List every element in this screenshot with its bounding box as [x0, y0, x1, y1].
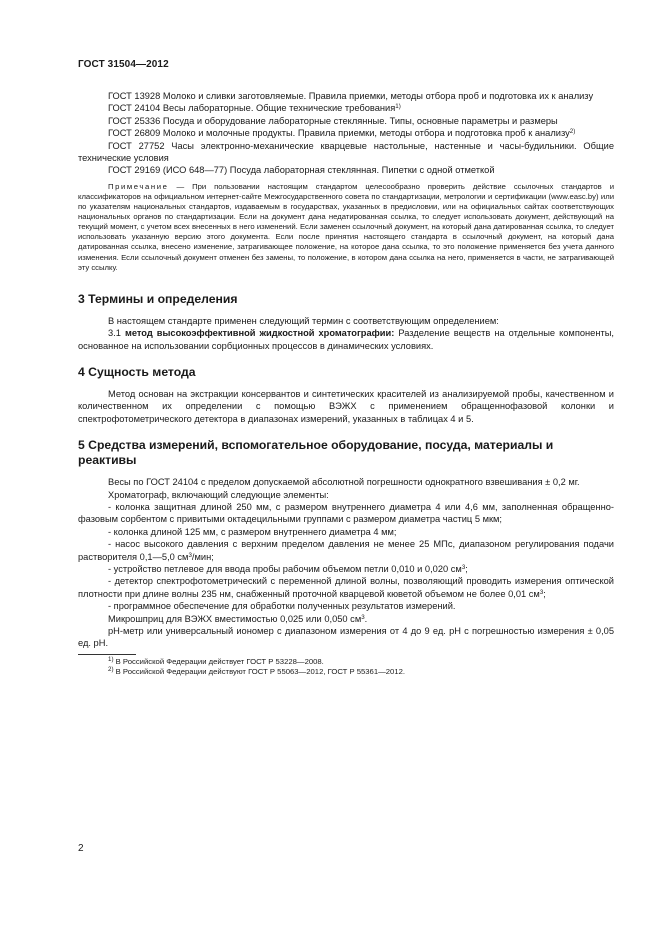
footnote: $^{2)}$ В Российской Федерации действуют ГОСТ Р 55063—2012, ГОСТ Р 55361—2012.: [108, 665, 406, 676]
footnote-separator: [78, 654, 136, 655]
term-name: метод высокоэффективной жидкостной хроматографии:: [124, 328, 395, 339]
paragraph: Метод основан на экстракции консервантов и синтетических красителей из анализируемой пробы, качественном и количественном их определении с помощью ВЭЖХ с применением обращеннофазовой колонки и спектрофотометрического детектора в диапазонах измерений, указанных в таблицах 4 и 5.: [78, 388, 614, 424]
section-heading: 3 Термины и определения: [78, 291, 238, 306]
normative-reference-item: ГОСТ 29169 (ИСО 648—77) Посуда лабораторная стеклянная. Пипетки с одной отметкой: [108, 165, 495, 176]
paragraph: Весы по ГОСТ 24104 с пределом допускаемой абсолютной погрешности однократного взвешивания ± 0,2 мг.: [108, 477, 580, 488]
list-item: - колонка защитная длиной 250 мм, с размером внутреннего диаметра 4 или 4,6 мм, заполненная обращеннофазовым сорбентом с привитыми октадецильными группами с размером диаметра частиц 5 мкм;: [78, 501, 614, 525]
section-heading: 5 Средства измерений, вспомогательное оборудование, посуда, материалы и реактивы: [78, 438, 554, 468]
normative-reference-item: ГОСТ 24104 Весы лабораторные. Общие технические требования$^{1)}$: [108, 103, 401, 114]
page-content: [78, 90, 614, 677]
list-item: - устройство петлевое для ввода пробы рабочим объемом петли 0,010 и 0,020 $см^3$;: [108, 563, 468, 574]
page-number: 2: [78, 843, 84, 854]
list-item: - детектор спектрофотометрический с переменной длиной волны, позволяющий проводить измерения оптической плотности при длине волны 235 нм, снабженный проточной кварцевой кюветой объемом не более 0,01 $см^3$;: [78, 576, 614, 599]
note-label: Примечание: [108, 181, 169, 191]
footnote: $^{1)}$ В Российской Федерации действует ГОСТ Р 53228—2008.: [108, 655, 324, 666]
normative-reference-item: ГОСТ 27752 Часы электронно-механические кварцевые настольные, настенные и часы-будильники. Общие технические условия: [78, 140, 614, 164]
paragraph: В настоящем стандарте применен следующий термин с соответствующим определением:: [108, 315, 499, 326]
footnote-mark: 1): [395, 103, 401, 111]
section-heading: 4 Сущность метода: [78, 364, 196, 379]
term-definition: 3.1 метод высокоэффективной жидкостной хроматографии: Разделение веществ на отдельные компоненты, основанное на использовании сорбционных процессов в динамических условиях.: [78, 328, 614, 351]
normative-reference-item: ГОСТ 25336 Посуда и оборудование лабораторные стеклянные. Типы, основные параметры и размеры: [108, 115, 558, 126]
list-item: - программное обеспечение для обработки полученных результатов измерений.: [108, 601, 456, 612]
normative-reference-item: ГОСТ 26809 Молоко и молочные продукты. Правила приемки, методы отбора и подготовка проб к анализу$^{2)}$: [108, 128, 576, 139]
document-code-header: ГОСТ 31504—2012: [78, 59, 169, 70]
paragraph: Хроматограф, включающий следующие элементы:: [108, 489, 329, 500]
paragraph: Микрошприц для ВЭЖХ вместимостью 0,025 или 0,050 $см^3$.: [108, 613, 368, 624]
note-paragraph: Примечание — При пользовании настоящим стандартом целесообразно проверить действие ссылочных стандартов и классификаторов на официальном интернет-сайте Межгосударственного совета по стандартизации, метрологии и сертификации (www.easc.by) или по указателям национальных стандартов, издаваемым в государствах, указанных в предисловии, или на официальных сайтах соответствующих национальных органов по стандартизации. Если на документ дана недатированная ссылка, то следует использовать документ, действующий на текущий момент, с учетом всех внесенных в него изменений. Если заменен ссылочный документ, на который дана датированная ссылка, то следует использовать указанную версию этого документа. Если после принятия настоящего стандарта в ссылочный документ, на который дана датированная ссылка, внесено изменение, затрагивающее положение, на которое дана ссылка, то это положение применяется без учета данного изменения. Если ссылочный документ отменен без замены, то положение, в котором дана ссылка на него, применяется в части, не затрагивающей эту ссылку.: [78, 181, 614, 272]
paragraph: рН-метр или универсальный иономер с диапазоном измерения от 4 до 9 ед. pH с погрешностью измерения ± 0,05 ед. pH.: [78, 626, 614, 649]
footnote-mark: 2): [569, 128, 576, 136]
list-item: - колонка длиной 125 мм, с размером внутреннего диаметра 4 мм;: [108, 526, 397, 537]
list-item: - насос высокого давления с верхним пределом давления не менее 25 МПс, диапазоном регулирования подачи растворителя 0,1—5,0 $см^3$/мин;: [78, 539, 614, 562]
normative-reference-item: ГОСТ 13928 Молоко и сливки заготовляемые. Правила приемки, методы отбора проб и подготовка их к анализу: [108, 91, 594, 101]
